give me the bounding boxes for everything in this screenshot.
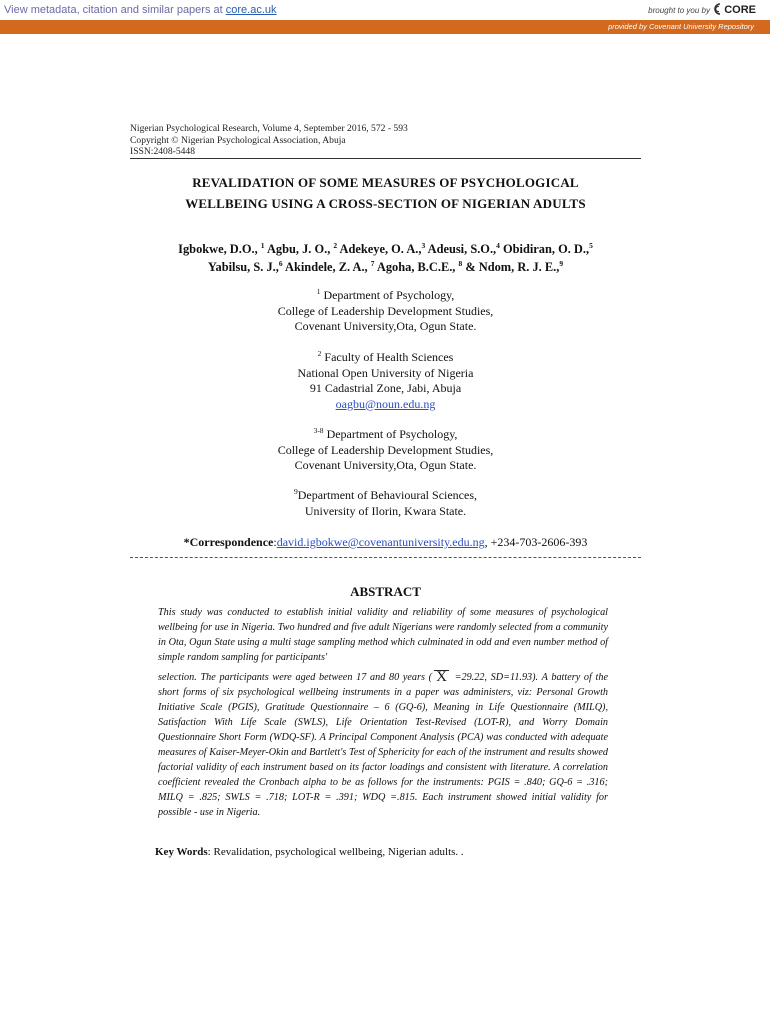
correspondence-phone: , +234-703-2606-393	[484, 535, 588, 549]
affiliation-1: $^1$ Department of Psychology, College of Leadership Development Studies, Covenant University,Ota, Ogun State.	[277, 287, 494, 333]
core-logo-icon	[712, 2, 722, 16]
journal-citation: Nigerian Psychological Research, Volume 4, September 2016, 572 - 593	[130, 123, 408, 134]
header-rule	[130, 158, 641, 159]
journal-copyright: Copyright © Nigerian Psychological Association, Abuja	[130, 134, 346, 146]
author-line-1: Igbokwe, D.O., $^1$ Agbu, J. O., $^2$ Adekeye, O. A.,$^3$ Adeusi, S.O.,$^4$ Obidiran, O. D.,$^5$	[178, 241, 593, 256]
correspondence-email-link[interactable]: david.igbokwe@covenantuniversity.edu.ng	[276, 535, 485, 549]
correspondence: *Correspondence:david.igbokwe@covenantuniversity.edu.ng, +234-703-2606-393	[183, 535, 588, 549]
separator-rule	[130, 557, 641, 558]
author-line-2: Yabilsu, S. J.,$^6$ Akindele, Z. A., $^7$ Agoha, B.C.E., $^8$ & Ndom, R. J. E.,$^9$	[207, 259, 564, 274]
metadata-link[interactable]: View metadata, citation and similar papers at core.ac.uk	[4, 4, 277, 16]
affiliation-2: $^2$ Faculty of Health Sciences National Open University of Nigeria 91 Cadastrial Zone, Jabi, Abuja oagbu@noun.edu.ng	[297, 349, 474, 411]
core-banner	[0, 0, 770, 22]
abstract-paragraph-2: selection. The participants were aged between 17 and 80 years ( X =29.22, SD=11.93). A battery of the short forms of six psychological wellbeing instruments in a paper was administers, viz: Personal Growth Initiative Scale (PGIS), Gratitude Questionnaire – 6 (GQ-6), Meaning in Life Questionnaire (MILQ), Satisfaction With Life Scale (SWLS), Life Orientation Test-Revised (LOT-R), and Worry Domain Questionnaire Short Form (WDQ-SF). A Principal Component Analysis (PCA) was conducted with adequate measures of Kaiser-Meyer-Okin and Bartlett's Test of Sphericity for each of the instrument and results showed factorial validity of each instrument based on its factor loadings and consistent with literature. A correlation coefficient revealed the Cronbach alpha to be as follows for the instruments: PGIS = .840; GQ-6 = .316; MILQ = .825; SWLS = .718; LOT-R = .391; WDQ =.815. Each instrument showed initial validity for possible - use in Nigeria.	[158, 669, 608, 818]
affiliation-9: $^9$Department of Behavioural Sciences, University of Ilorin, Kwara State.	[293, 487, 478, 518]
keywords-label: Key Words	[155, 846, 208, 858]
abstract-paragraph-1: This study was conducted to establish initial validity and reliability of some measures of psychological wellbeing for use in Nigeria. Two hundred and five adult Nigerians were randomly selected from a community in Ota, Ogun State using a multi stage sampling method which culminated in odd and even number method of simple random sampling for participants'	[158, 607, 608, 663]
affiliation-email-link[interactable]: oagbu@noun.edu.ng	[335, 396, 436, 411]
author-list	[120, 240, 651, 276]
provided-by-link[interactable]: provided by Covenant University Repository	[608, 22, 754, 31]
brought-by-text: brought to you by	[648, 6, 710, 15]
affiliation-3-8: $^{3-8}$ Department of Psychology, College of Leadership Development Studies, Covenant University,Ota, Ogun State.	[277, 426, 494, 472]
core-logo-text[interactable]: CORE	[724, 4, 756, 16]
correspondence-label: *Correspondence	[183, 535, 274, 549]
journal-issn: ISSN:2408-5448	[130, 146, 196, 157]
abstract-heading: ABSTRACT	[350, 584, 421, 599]
keywords	[155, 845, 464, 859]
paper-title: REVALIDATION OF SOME MEASURES OF PSYCHOLOGICAL WELLBEING USING A CROSS-SECTION OF NIGERIAN ADULTS	[185, 175, 586, 211]
journal-header	[130, 123, 408, 158]
mean-symbol: X	[436, 669, 447, 685]
keywords-text: : Revalidation, psychological wellbeing, Nigerian adults. .	[207, 846, 464, 858]
provider-bar	[0, 20, 770, 34]
